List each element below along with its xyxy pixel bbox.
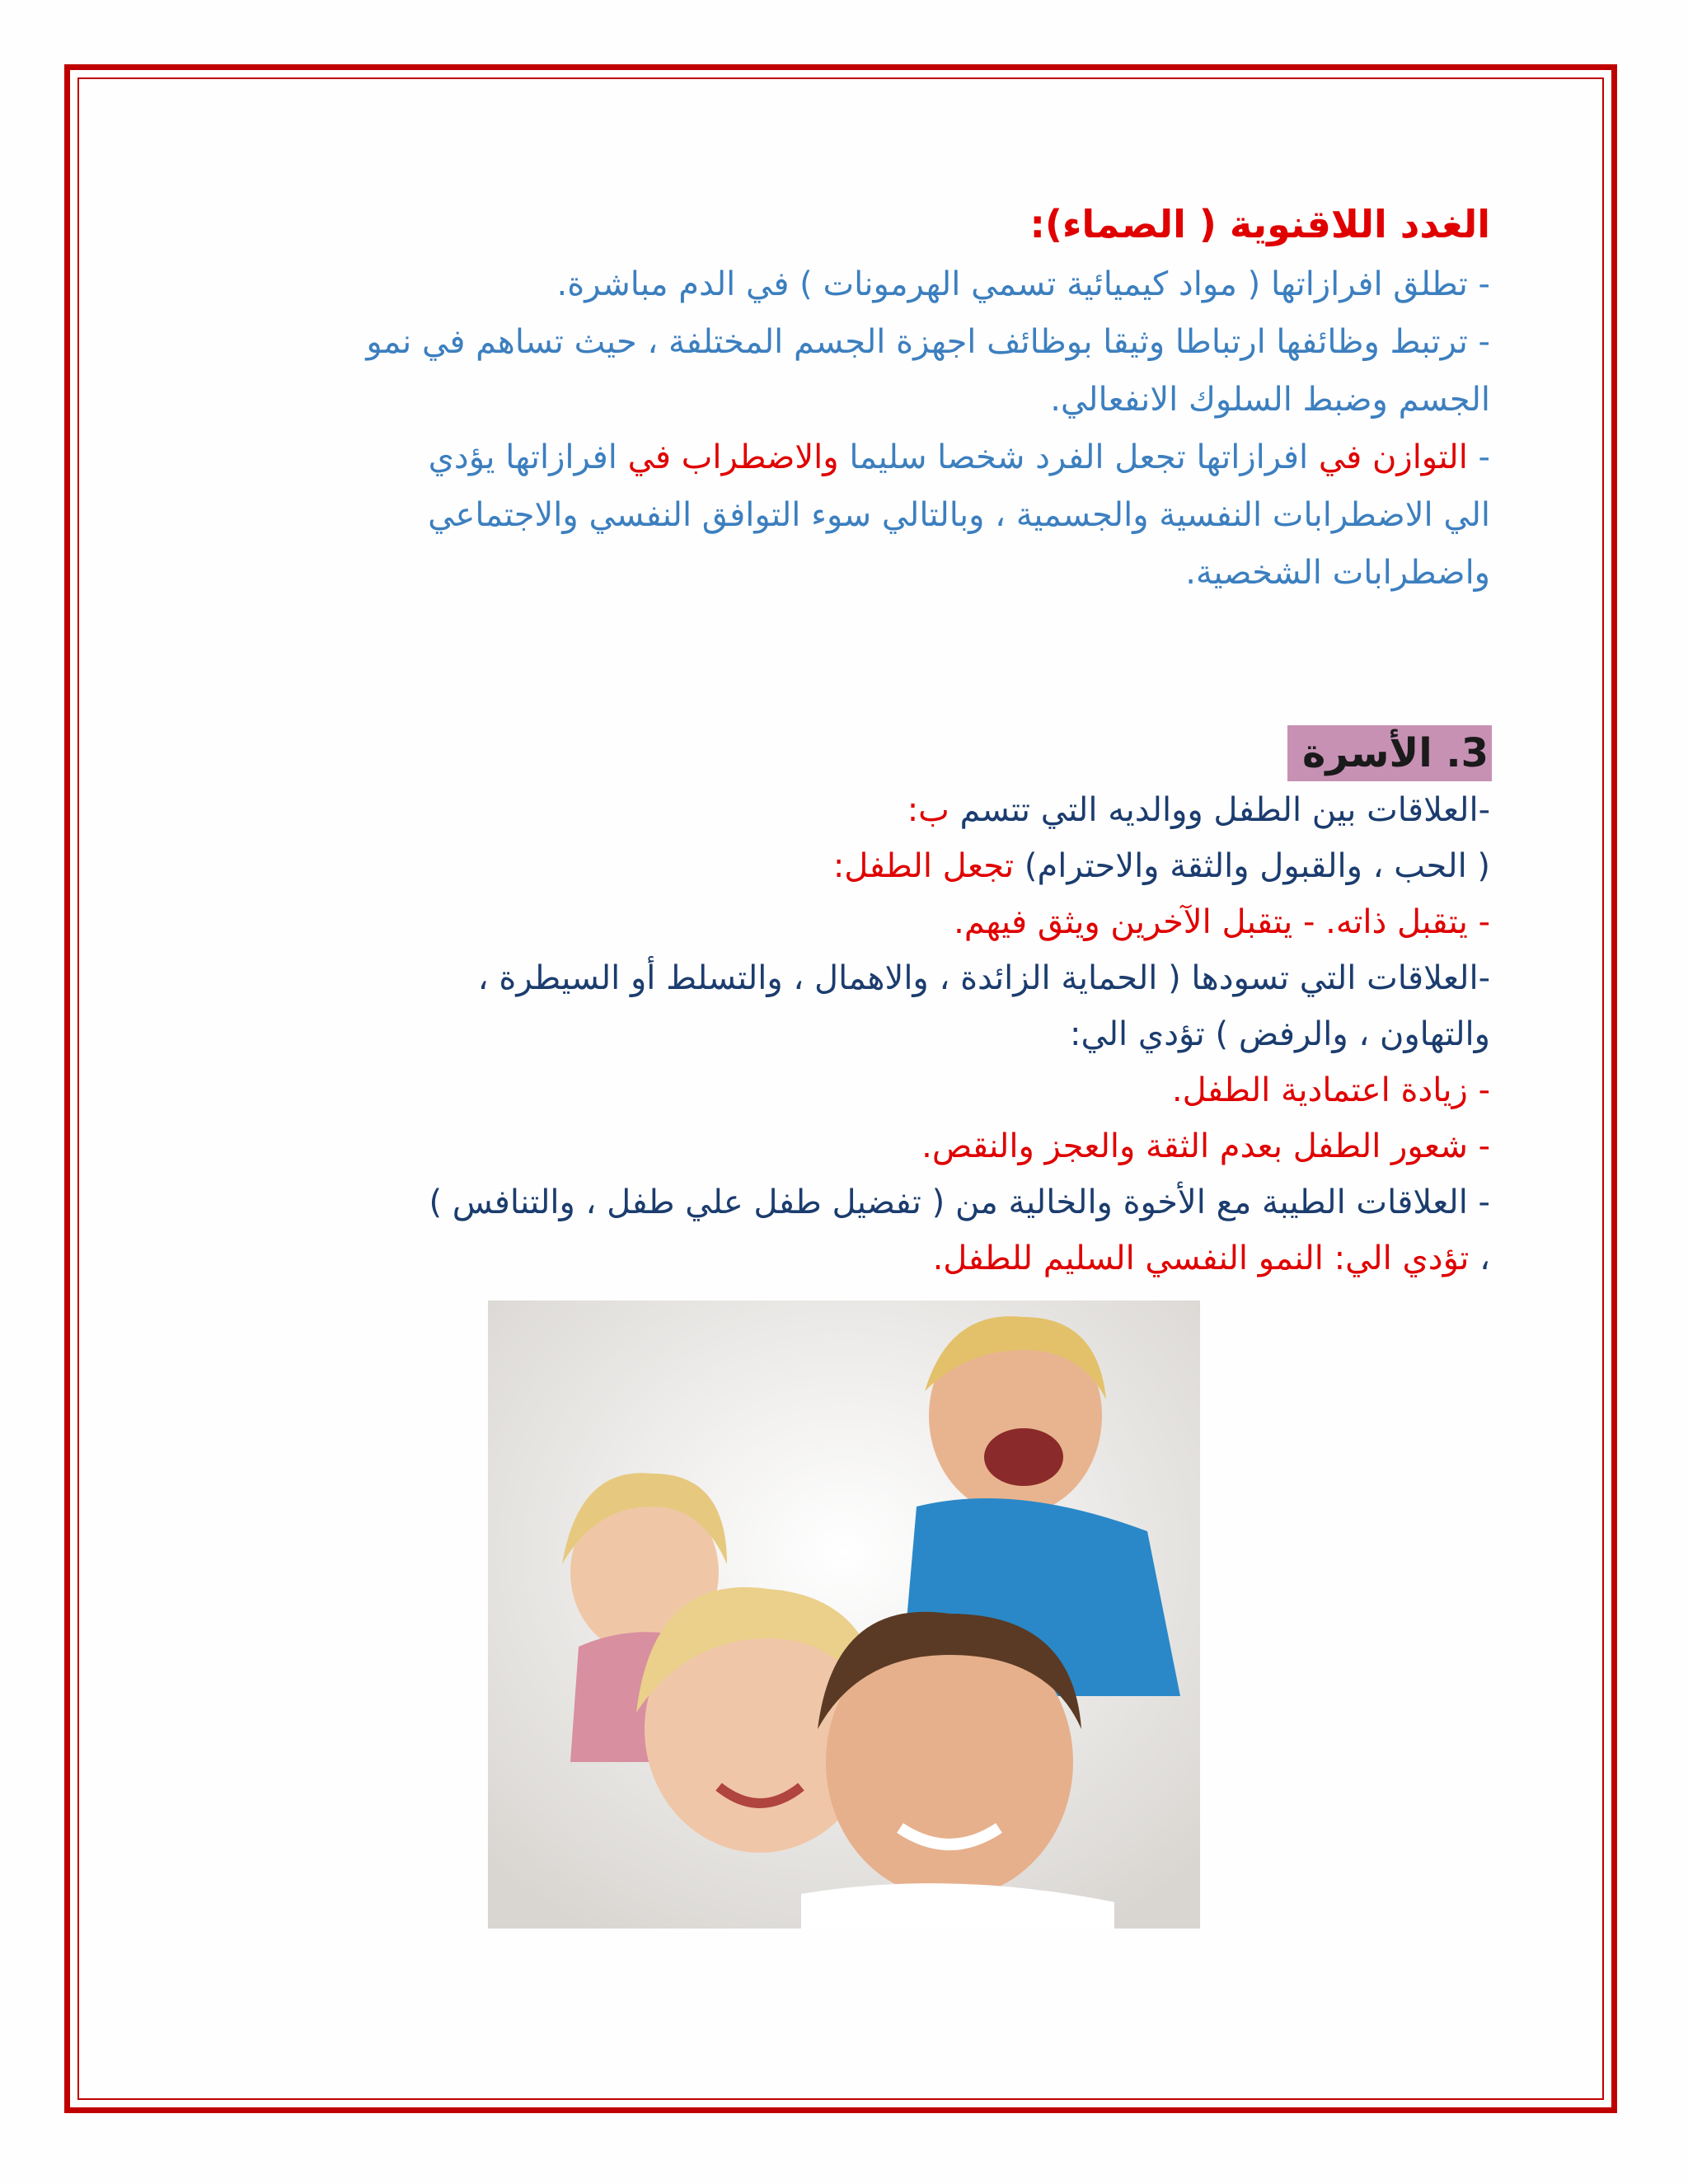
paragraph-line: - يتقبل ذاته. - يتقبل الآخرين ويثق فيهم. — [954, 903, 1490, 941]
paragraph-line-mixed — [429, 438, 1490, 476]
text-segment: ( الحب ، والقبول والثقة والاحترام) — [1014, 847, 1490, 885]
paragraph-line-mixed — [933, 1240, 1490, 1277]
text-segment: -العلاقات بين الطفل ووالديه التي تتسم — [949, 791, 1490, 829]
section-heading-family: 3. الأسرة — [1287, 725, 1492, 781]
paragraph-line: واضطرابات الشخصية. — [1185, 554, 1490, 592]
highlight-disorder: والاضطراب في — [627, 438, 839, 476]
section-title-endocrine: الغدد اللاقنوية ( الصماء): — [1029, 202, 1490, 246]
highlight-segment: تؤدي الي: النمو النفسي السليم للطفل. — [932, 1240, 1470, 1277]
highlight-balance: التوازن في — [1318, 438, 1468, 476]
paragraph-line-mixed — [907, 791, 1490, 829]
paragraph-line: - شعور الطفل بعدم الثقة والعجز والنقص. — [921, 1127, 1490, 1165]
paragraph-line: الجسم وضبط السلوك الانفعالي. — [1050, 381, 1490, 419]
paragraph-line: والتهاون ، والرفض ) تؤدي الي: — [1070, 1015, 1490, 1053]
text-segment: ، — [1469, 1240, 1490, 1277]
text-segment: افرازاتها تجعل الفرد شخصا سليما — [838, 438, 1319, 476]
paragraph-line: -العلاقات التي تسودها ( الحماية الزائدة ، والاهمال ، والتسلط أو السيطرة ، — [477, 959, 1490, 997]
text-segment: - — [1467, 438, 1490, 476]
paragraph-line: - العلاقات الطيبة مع الأخوة والخالية من ( تفضيل طفل علي طفل ، والتنافس ) — [429, 1183, 1490, 1221]
paragraph-line: - تطلق افرازاتها ( مواد كيميائية تسمي الهرمونات ) في الدم مباشرة. — [556, 265, 1490, 303]
paragraph-line: - زيادة اعتمادية الطفل. — [1171, 1071, 1490, 1109]
paragraph-line: - ترتبط وظائفها ارتباطا وثيقا بوظائف اجهزة الجسم المختلفة ، حيث تساهم في نمو — [366, 323, 1490, 361]
highlight-segment: تجعل الطفل: — [832, 847, 1015, 885]
highlight-segment: ب: — [907, 791, 950, 829]
text-segment: افرازاتها يؤدي — [428, 438, 628, 476]
family-photo — [488, 1301, 1200, 1929]
paragraph-line-mixed — [833, 847, 1490, 885]
paragraph-line: الي الاضطرابات النفسية والجسمية ، وبالتالي سوء التوافق النفسي والاجتماعي — [428, 496, 1490, 534]
family-photo-illustration — [488, 1301, 1200, 1929]
